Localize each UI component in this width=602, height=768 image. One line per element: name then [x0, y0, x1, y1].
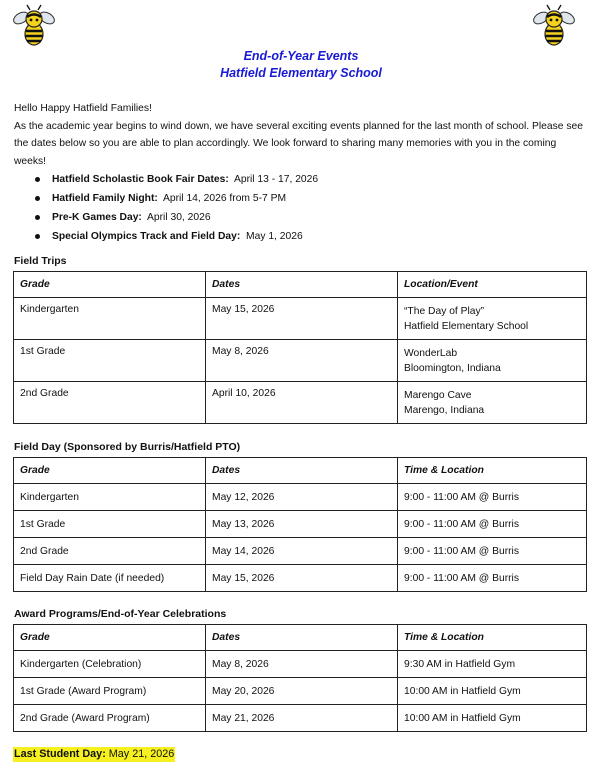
event-name: Hatfield Family Night:: [52, 193, 158, 204]
list-item: [14, 227, 589, 246]
event-date: April 30, 2026: [147, 212, 211, 223]
date-cell: May 21, 2026: [206, 705, 398, 732]
date-cell: May 15, 2026: [206, 298, 398, 340]
yellow-jacket-mascot-icon: [532, 4, 576, 48]
grade-cell: Kindergarten: [14, 484, 206, 511]
table-row: [14, 538, 587, 565]
table-row: [14, 298, 587, 340]
column-header: Grade: [14, 458, 206, 484]
column-header: Dates: [206, 458, 398, 484]
time-cell: 9:00 - 11:00 AM @ Burris: [398, 511, 587, 538]
location-line: Hatfield Elementary School: [404, 320, 529, 332]
grade-cell: 1st Grade (Award Program): [14, 678, 206, 705]
table-header-row: [14, 625, 587, 651]
grade-cell: 2nd Grade (Award Program): [14, 705, 206, 732]
column-header: Grade: [14, 625, 206, 651]
time-cell: 9:00 - 11:00 AM @ Burris: [398, 484, 587, 511]
time-cell: 9:00 - 11:00 AM @ Burris: [398, 565, 587, 592]
date-cell: May 8, 2026: [206, 651, 398, 678]
date-cell: May 20, 2026: [206, 678, 398, 705]
table-row: [14, 382, 587, 424]
field-day-table: [13, 457, 587, 592]
date-cell: May 15, 2026: [206, 565, 398, 592]
section-title-awards: Award Programs/End-of-Year Celebrations: [14, 608, 227, 620]
table-row: [14, 340, 587, 382]
column-header: Dates: [206, 625, 398, 651]
event-date: May 1, 2026: [246, 231, 303, 242]
list-item: [14, 208, 589, 227]
list-item: [14, 170, 589, 189]
date-cell: May 13, 2026: [206, 511, 398, 538]
grade-cell: 2nd Grade: [14, 538, 206, 565]
event-date: April 13 - 17, 2026: [233, 174, 319, 185]
date-cell: April 10, 2026: [206, 382, 398, 424]
page-title: End-of-Year Events: [243, 49, 359, 63]
last-day-date: May 21, 2026: [108, 748, 175, 760]
location-line: Marengo, Indiana: [404, 404, 485, 416]
time-cell: 10:00 AM in Hatfield Gym: [398, 705, 587, 732]
table-header-row: [14, 458, 587, 484]
grade-cell: Kindergarten (Celebration): [14, 651, 206, 678]
table-row: [14, 705, 587, 732]
location-line: Bloomington, Indiana: [404, 362, 501, 374]
last-day-label: Last Student Day:: [14, 748, 106, 760]
date-cell: May 12, 2026: [206, 484, 398, 511]
school-name: Hatfield Elementary School: [220, 66, 382, 80]
event-date: April 14, 2026 from 5-7 PM: [163, 193, 287, 204]
column-header: Time & Location: [398, 625, 587, 651]
table-row: [14, 678, 587, 705]
time-cell: 10:00 AM in Hatfield Gym: [398, 678, 587, 705]
greeting: Hello Happy Hatfield Families!: [14, 103, 152, 114]
event-name: Special Olympics Track and Field Day:: [52, 231, 241, 242]
grade-cell: 1st Grade: [14, 511, 206, 538]
date-cell: May 8, 2026: [206, 340, 398, 382]
event-list: [14, 170, 589, 246]
intro-section: [14, 100, 589, 246]
list-item: [14, 189, 589, 208]
column-header: Location/Event: [398, 272, 587, 298]
location-line: Marengo Cave: [404, 389, 472, 401]
table-row: [14, 565, 587, 592]
last-student-day: [13, 747, 175, 762]
awards-table: [13, 624, 587, 732]
location-cell: [398, 298, 587, 340]
time-cell: 9:00 - 11:00 AM @ Burris: [398, 538, 587, 565]
time-cell: 9:30 AM in Hatfield Gym: [398, 651, 587, 678]
table-row: [14, 511, 587, 538]
field-trips-table: [13, 271, 587, 424]
column-header: Dates: [206, 272, 398, 298]
column-header: Grade: [14, 272, 206, 298]
intro-text: As the academic year begins to wind down, we have several exciting events planned for the last month of school. Please see the dates below so you are able to plan accordingly. We look forward to sharing many memories with you in the coming weeks!: [14, 120, 583, 167]
section-title-field-day: Field Day (Sponsored by Burris/Hatfield PTO): [14, 441, 241, 453]
yellow-jacket-mascot-icon: [12, 4, 56, 48]
location-cell: [398, 340, 587, 382]
event-name: Pre-K Games Day:: [52, 212, 142, 223]
date-cell: May 14, 2026: [206, 538, 398, 565]
table-row: [14, 484, 587, 511]
location-line: “The Day of Play”: [404, 305, 485, 317]
grade-cell: 1st Grade: [14, 340, 206, 382]
location-line: WonderLab: [404, 347, 458, 359]
table-row: [14, 651, 587, 678]
column-header: Time & Location: [398, 458, 587, 484]
grade-cell: Field Day Rain Date (if needed): [14, 565, 206, 592]
section-title-field-trips: Field Trips: [14, 255, 67, 267]
table-header-row: [14, 272, 587, 298]
location-cell: [398, 382, 587, 424]
grade-cell: Kindergarten: [14, 298, 206, 340]
grade-cell: 2nd Grade: [14, 382, 206, 424]
event-name: Hatfield Scholastic Book Fair Dates:: [52, 174, 229, 185]
